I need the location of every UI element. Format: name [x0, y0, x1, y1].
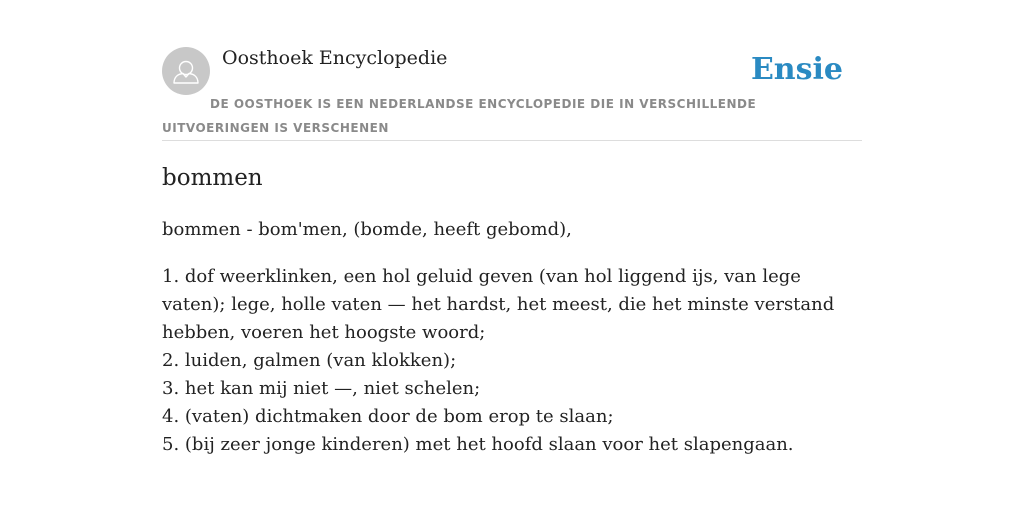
user-icon	[162, 47, 210, 95]
entry-definition-line: bommen - bom'men, (bomde, heeft gebomd),	[162, 219, 572, 240]
sense-item: 2. luiden, galmen (van klokken);	[162, 350, 457, 371]
site-tagline: DE OOSTHOEK IS EEN NEDERLANDSE ENCYCLOPEDIE DIE IN VERSCHILLENDE UITVOERINGEN IS VERSCHENEN	[162, 97, 757, 135]
sense-item: 5. (bij zeer jonge kinderen) met het hoofd slaan voor het slapengaan.	[162, 434, 794, 455]
brand-logo-link[interactable]: Ensie	[750, 52, 843, 87]
sense-item: 1. dof weerklinken, een hol geluid geven (van hol liggend ijs, van lege vaten); lege, holle vaten — het hardst, het meest, die het minste verstand hebben, voeren het hoogste woord;	[162, 266, 835, 343]
entry-headword: bommen	[162, 165, 263, 191]
sense-item: 3. het kan mij niet —, niet schelen;	[162, 378, 481, 399]
sense-list	[162, 263, 862, 459]
entry-content	[162, 162, 862, 459]
site-header	[162, 46, 862, 141]
author-avatar[interactable]	[162, 47, 210, 95]
sense-item: 4. (vaten) dichtmaken door de bom erop te slaan;	[162, 406, 614, 427]
site-name-link[interactable]: Oosthoek Encyclopedie	[222, 47, 448, 69]
